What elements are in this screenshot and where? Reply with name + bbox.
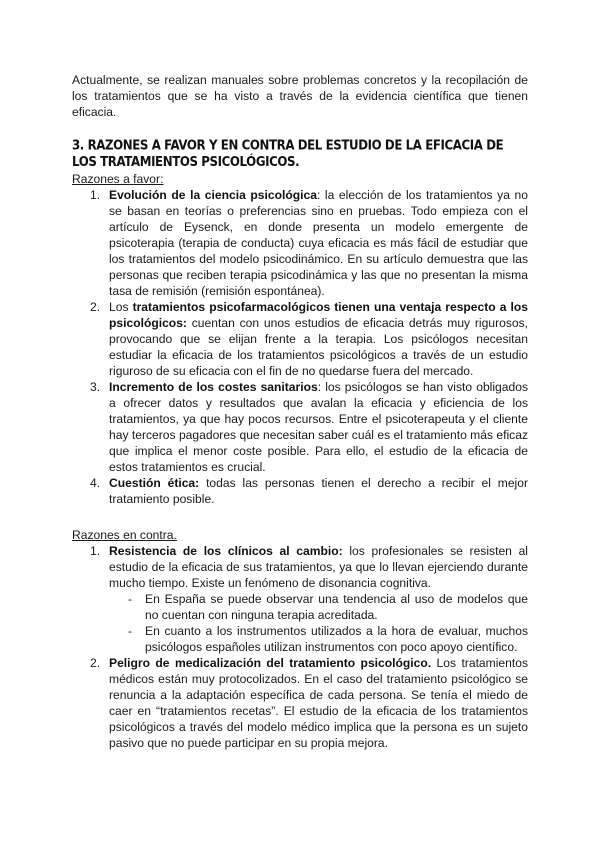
item-prefix: Los [109,300,133,314]
reasons-against-label: Razones en contra. [72,528,177,542]
item-text: todas las personas tienen el derecho a recibir el mejor tratamiento posible. [109,476,528,506]
item-number: 1. [90,544,101,558]
reasons-against-list [72,543,528,591]
reasons-against-section [72,527,528,751]
reasons-for-section [72,171,528,507]
sub-list-item [72,591,528,623]
list-item [72,655,528,751]
item-text: los profesionales se resisten al estudio de la eficacia de sus tratamientos, ya que lo llevan ejerciendo durante mucho tiempo. Existe un fenómeno de disonancia cognitiva. [109,544,528,590]
reasons-against-list-continued [72,655,528,751]
section-heading: 3. RAZONES A FAVOR Y EN CONTRA DEL ESTUDIO DE LA EFICACIA DE LOS TRATAMIENTOS PSICOLÓGICOS. [72,137,504,170]
item-number: 1. [90,188,101,202]
item-number: 3. [90,380,101,394]
list-item [72,475,528,507]
item-bold-title: Incremento de los costes sanitarios [109,380,318,394]
reasons-for-list [72,187,528,507]
dash-bullet: - [128,624,133,638]
list-item [72,379,528,475]
item-bold-title: Resistencia de los clínicos al cambio: [109,544,343,558]
item-text: : los psicólogos se han visto obligados a ofrecer datos y resultados que avalan la eficacia y eficiencia de los tratamientos, ya que hay pocos recursos. Entre el psicoterapeuta y el cliente hay terceros pagadores que necesitan saber cuál es el tratamiento más eficaz que implica el menor coste posible. Para ello, el estudio de la eficacia de estos tratamientos es crucial. [109,380,529,474]
item-number: 2. [90,300,101,314]
item-text: Los tratamientos médicos están muy protocolizados. En el caso del tratamiento psicológico se renuncia a la adaptación específica de cada persona. Se tenía el miedo de caer en “tratamientos recetas”. El estudio de la eficacia de los tratamientos psicológicos a través del modelo médico implica que la persona es un sujeto pasivo que no puede participar en su propia mejora. [109,656,529,750]
list-item [72,543,528,591]
sub-item-text: En España se puede observar una tendencia al uso de modelos que no cuentan con ninguna terapia acreditada. [145,592,528,622]
sub-item-text: En cuanto a los instrumentos utilizados a la hora de evaluar, muchos psicólogos españoles utilizan instrumentos con poco apoyo científico. [145,624,528,654]
list-item [72,299,528,379]
item-bold-title: Peligro de medicalización del tratamiento psicológico. [109,656,432,670]
item-text: : la elección de los tratamientos ya no se basan en teorías o preferencias sino en pruebas. Todo empieza con el artículo de Eysenck, en donde presenta un modelo emergente de psicoterapia (terapia de conducta) cuya eficacia es más fácil de estudiar que los tratamientos del modelo psicodinámico. En su artículo demuestra que las personas que reciben terapia psicodinámica y las que no presentan la misma tasa de remisión (remisión espontánea). [109,188,528,298]
item-text: cuentan con unos estudios de eficacia detrás muy rigurosos, provocando que se elijan frente a la terapia. Los psicólogos necesitan estudiar la eficacia de los tratamientos psicológicos a través de un estudio riguroso de su eficacia con el fin de no quedarse fuera del mercado. [109,316,528,378]
item-number: 4. [90,476,101,490]
item-number: 2. [90,656,101,670]
intro-paragraph: Actualmente, se realizan manuales sobre problemas concretos y la recopilación de los tratamientos que se ha visto a través de la evidencia científica que tienen eficacia. [72,73,528,119]
sub-list-item [72,623,528,655]
item-bold-title: tratamientos psicofarmacológicos tienen una ventaja respecto a los psicológicos: [109,300,529,330]
dash-bullet: - [128,592,133,606]
item-bold-title: Cuestión ética: [109,476,200,490]
reasons-for-label: Razones a favor: [72,172,164,186]
list-item [72,187,528,299]
item-bold-title: Evolución de la ciencia psicológica [109,188,317,202]
